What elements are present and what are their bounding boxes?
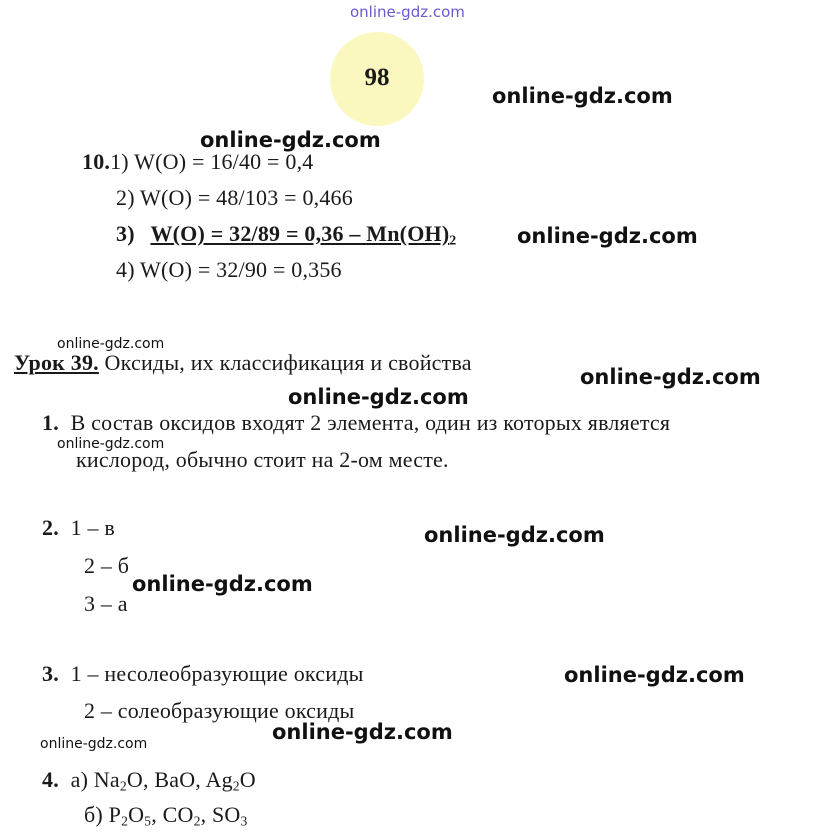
answer-line-correct <box>116 221 457 248</box>
answer-line: 2 – солеобразующие оксиды <box>84 698 355 723</box>
watermark: online-gdz.com <box>132 572 313 596</box>
correct-answer <box>150 221 456 246</box>
question-number: 2. <box>42 515 59 540</box>
watermark: online-gdz.com <box>57 436 165 452</box>
question-text: В состав оксидов входят 2 элемента, один из которых является <box>70 410 671 435</box>
answer-line-a: а) $Na_2O$, BaO, $Ag_2O$ <box>70 767 256 794</box>
answer-line: 1 – в <box>70 515 115 540</box>
question-2 <box>42 517 115 539</box>
watermark: online-gdz.com <box>492 84 673 108</box>
answer-line-b: б) $P_2O_5$, $CO_2$, $SO_3$ <box>84 802 248 829</box>
answer-line: 4) W(O) = 32/90 = 0,356 <box>116 257 342 282</box>
page-number: 98 <box>364 64 390 91</box>
watermark: online-gdz.com <box>580 365 761 389</box>
question-number: 4. <box>42 767 59 792</box>
answer-line: 1 – несолеобразующие оксиды <box>70 661 364 686</box>
task-number: 10. <box>82 149 111 174</box>
task-10 <box>82 151 313 173</box>
watermark: online-gdz.com <box>564 663 745 687</box>
answer-line: 3 – а <box>84 591 128 616</box>
watermark: online-gdz.com <box>57 336 165 352</box>
watermark-top: online-gdz.com <box>350 3 465 21</box>
question-number: 3. <box>42 661 59 686</box>
answer-line: 2) W(O) = 48/103 = 0,466 <box>116 185 353 210</box>
lesson-heading <box>14 352 472 374</box>
watermark: online-gdz.com <box>517 224 698 248</box>
watermark: online-gdz.com <box>424 523 605 547</box>
watermark: online-gdz.com <box>200 128 381 152</box>
correct-formula: W(O) = 32/89 = 0,36 – Mn(OH) <box>150 221 450 246</box>
question-number: 1. <box>42 410 59 435</box>
subscript: 2 <box>449 232 457 248</box>
watermark: online-gdz.com <box>272 720 453 744</box>
question-1 <box>42 412 670 434</box>
lesson-title: Оксиды, их классификация и свойства <box>98 350 472 375</box>
question-3 <box>42 663 364 685</box>
question-text: кислород, обычно стоит на 2-ом месте. <box>76 447 449 472</box>
watermark: online-gdz.com <box>288 385 469 409</box>
watermark: online-gdz.com <box>40 736 148 752</box>
question-4 <box>42 767 256 794</box>
lesson-label: Урок 39. <box>14 350 99 375</box>
answer-index: 3) <box>116 221 135 246</box>
answer-line: 2 – б <box>84 553 130 578</box>
answer-line: 1) W(O) = 16/40 = 0,4 <box>110 149 314 174</box>
